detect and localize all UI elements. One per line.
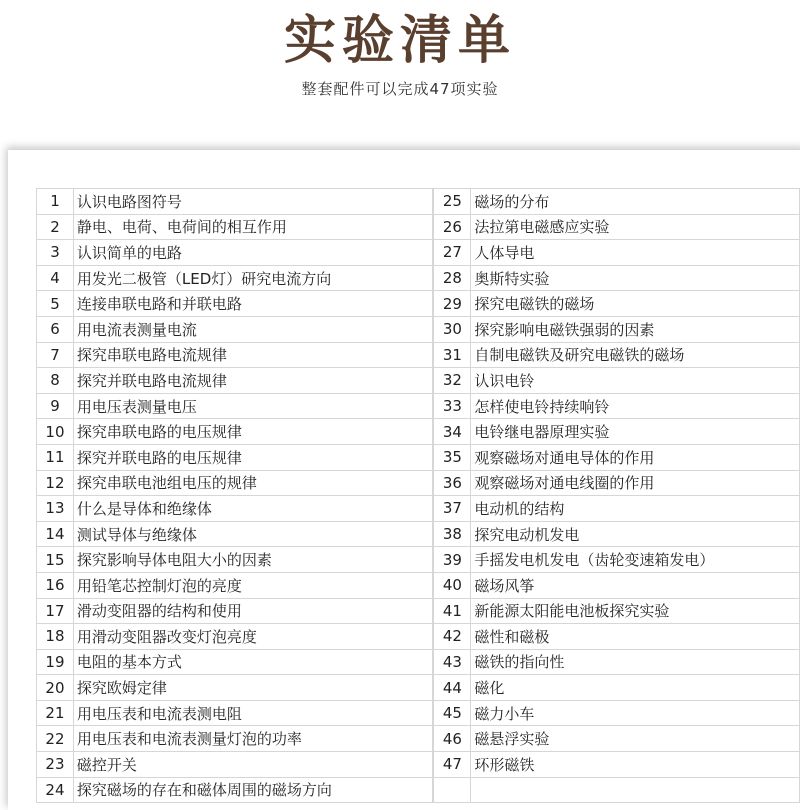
table-row: [434, 342, 800, 368]
experiment-number: 13: [37, 496, 74, 522]
experiment-number: 40: [434, 572, 471, 598]
experiment-number: 5: [37, 291, 74, 317]
experiment-name: 磁铁的指向性: [471, 649, 800, 675]
experiment-name: 认识电铃: [471, 368, 800, 394]
table-row: [434, 214, 800, 240]
experiment-number: 37: [434, 496, 471, 522]
experiment-number: 14: [37, 521, 74, 547]
experiment-number: 34: [434, 419, 471, 445]
experiment-name: 连接串联电路和并联电路: [73, 291, 433, 317]
experiment-number: 24: [37, 777, 74, 803]
experiment-name: [471, 777, 800, 803]
experiment-number: 19: [37, 649, 74, 675]
table-row: [37, 393, 433, 419]
table-row: [434, 598, 800, 624]
experiment-number: 22: [37, 726, 74, 752]
experiment-name: 认识简单的电路: [73, 240, 433, 266]
experiment-number: 29: [434, 291, 471, 317]
experiment-number: 28: [434, 265, 471, 291]
experiment-number: 6: [37, 316, 74, 342]
table-row: [434, 240, 800, 266]
experiment-name: 观察磁场对通电线圈的作用: [471, 470, 800, 496]
experiment-number: 43: [434, 649, 471, 675]
experiment-number: 20: [37, 675, 74, 701]
experiment-number: 46: [434, 726, 471, 752]
table-row: [37, 214, 433, 240]
experiment-name: 探究串联电池组电压的规律: [73, 470, 433, 496]
experiment-name: 用滑动变阻器改变灯泡亮度: [73, 624, 433, 650]
experiment-name: 电动机的结构: [471, 496, 800, 522]
experiment-number: 15: [37, 547, 74, 573]
page-title: 实验清单: [283, 11, 516, 71]
experiment-name: 观察磁场对通电导体的作用: [471, 444, 800, 470]
table-row: [434, 572, 800, 598]
table-row: [434, 291, 800, 317]
experiment-name: 用铅笔芯控制灯泡的亮度: [73, 572, 433, 598]
experiment-name: 探究串联电路电流规律: [73, 342, 433, 368]
table-row: [434, 368, 800, 394]
experiment-name: 认识电路图符号: [73, 189, 433, 215]
table-row: [434, 265, 800, 291]
table-row: [37, 547, 433, 573]
experiment-number: 9: [37, 393, 74, 419]
experiment-number: 12: [37, 470, 74, 496]
experiment-name: 探究欧姆定律: [73, 675, 433, 701]
experiment-number: 16: [37, 572, 74, 598]
experiment-number: 4: [37, 265, 74, 291]
experiment-name: 探究串联电路的电压规律: [73, 419, 433, 445]
experiment-name: 自制电磁铁及研究电磁铁的磁场: [471, 342, 800, 368]
table-row: [37, 598, 433, 624]
experiment-number: 30: [434, 316, 471, 342]
experiment-name: 探究磁场的存在和磁体周围的磁场方向: [73, 777, 433, 803]
table-row: [37, 265, 433, 291]
table-row: [434, 470, 800, 496]
experiment-name: 探究电动机发电: [471, 521, 800, 547]
table-row: [434, 675, 800, 701]
table-row: [37, 572, 433, 598]
experiment-name: 用电流表测量电流: [73, 316, 433, 342]
table-row: [434, 444, 800, 470]
experiment-name: 磁控开关: [73, 752, 433, 778]
table-row: [37, 444, 433, 470]
table-row: [434, 189, 800, 215]
experiment-number: 2: [37, 214, 74, 240]
experiment-number: 45: [434, 700, 471, 726]
table-row: [434, 547, 800, 573]
experiment-name: 什么是导体和绝缘体: [73, 496, 433, 522]
experiment-name: 电阻的基本方式: [73, 649, 433, 675]
experiment-name: 探究并联电路的电压规律: [73, 444, 433, 470]
experiment-name: 用电压表和电流表测电阻: [73, 700, 433, 726]
experiment-number: 1: [37, 189, 74, 215]
table-row: [37, 291, 433, 317]
experiment-number: 41: [434, 598, 471, 624]
table-row: [37, 240, 433, 266]
experiment-name: 磁悬浮实验: [471, 726, 800, 752]
experiment-table-right: [433, 188, 800, 803]
experiment-number: 36: [434, 470, 471, 496]
experiment-number: 44: [434, 675, 471, 701]
table-row: [37, 496, 433, 522]
table-row: [37, 624, 433, 650]
experiment-number: 8: [37, 368, 74, 394]
table-row: [37, 752, 433, 778]
experiment-name: 用发光二极管（LED灯）研究电流方向: [73, 265, 433, 291]
experiment-number: 31: [434, 342, 471, 368]
experiment-number: 21: [37, 700, 74, 726]
table-row: [37, 470, 433, 496]
table-row: [37, 777, 433, 803]
table-row: [37, 649, 433, 675]
table-row: [434, 777, 800, 803]
experiment-number: 10: [37, 419, 74, 445]
experiment-number: 18: [37, 624, 74, 650]
experiment-name: 手摇发电机发电（齿轮变速箱发电）: [471, 547, 800, 573]
table-row: [434, 700, 800, 726]
table-row: [434, 316, 800, 342]
experiment-number: 26: [434, 214, 471, 240]
experiment-number: 47: [434, 752, 471, 778]
table-row: [434, 649, 800, 675]
table-row: [37, 342, 433, 368]
experiment-name: 磁性和磁极: [471, 624, 800, 650]
experiment-name: 滑动变阻器的结构和使用: [73, 598, 433, 624]
experiment-name: 磁力小车: [471, 700, 800, 726]
experiment-number: 38: [434, 521, 471, 547]
table-row: [434, 521, 800, 547]
experiment-name: 磁场的分布: [471, 189, 800, 215]
page-subtitle: 整套配件可以完成47项实验: [301, 80, 499, 98]
experiment-name: 用电压表和电流表测量灯泡的功率: [73, 726, 433, 752]
table-row: [434, 752, 800, 778]
experiment-number: 39: [434, 547, 471, 573]
table-row: [37, 700, 433, 726]
experiment-name: 磁场风筝: [471, 572, 800, 598]
experiment-name: 探究影响导体电阻大小的因素: [73, 547, 433, 573]
table-row: [434, 496, 800, 522]
experiment-name: 探究电磁铁的磁场: [471, 291, 800, 317]
table-row: [37, 521, 433, 547]
experiment-table: [36, 188, 800, 803]
experiment-name: 测试导体与绝缘体: [73, 521, 433, 547]
table-row: [434, 393, 800, 419]
experiment-number: 27: [434, 240, 471, 266]
experiment-number: 33: [434, 393, 471, 419]
table-row: [37, 189, 433, 215]
table-row: [37, 368, 433, 394]
experiment-number: 25: [434, 189, 471, 215]
experiment-name: 用电压表测量电压: [73, 393, 433, 419]
experiment-name: 怎样使电铃持续响铃: [471, 393, 800, 419]
experiment-number: 3: [37, 240, 74, 266]
experiment-name: 人体导电: [471, 240, 800, 266]
experiment-name: 法拉第电磁感应实验: [471, 214, 800, 240]
experiment-number: 17: [37, 598, 74, 624]
experiment-number: 23: [37, 752, 74, 778]
experiment-name: 磁化: [471, 675, 800, 701]
experiment-number: 11: [37, 444, 74, 470]
table-row: [37, 675, 433, 701]
experiment-name: 探究影响电磁铁强弱的因素: [471, 316, 800, 342]
table-row: [37, 316, 433, 342]
experiment-name: 新能源太阳能电池板探究实验: [471, 598, 800, 624]
table-row: [434, 726, 800, 752]
experiment-number: 7: [37, 342, 74, 368]
experiment-number: 42: [434, 624, 471, 650]
experiment-number: 32: [434, 368, 471, 394]
experiment-number: 35: [434, 444, 471, 470]
table-row: [37, 726, 433, 752]
experiment-number: [434, 777, 471, 803]
experiment-name: 电铃继电器原理实验: [471, 419, 800, 445]
table-row: [434, 419, 800, 445]
experiment-name: 探究并联电路电流规律: [73, 368, 433, 394]
experiment-name: 环形磁铁: [471, 752, 800, 778]
table-row: [434, 624, 800, 650]
experiment-name: 奥斯特实验: [471, 265, 800, 291]
experiment-name: 静电、电荷、电荷间的相互作用: [73, 214, 433, 240]
table-row: [37, 419, 433, 445]
experiment-table-left: [36, 188, 433, 803]
